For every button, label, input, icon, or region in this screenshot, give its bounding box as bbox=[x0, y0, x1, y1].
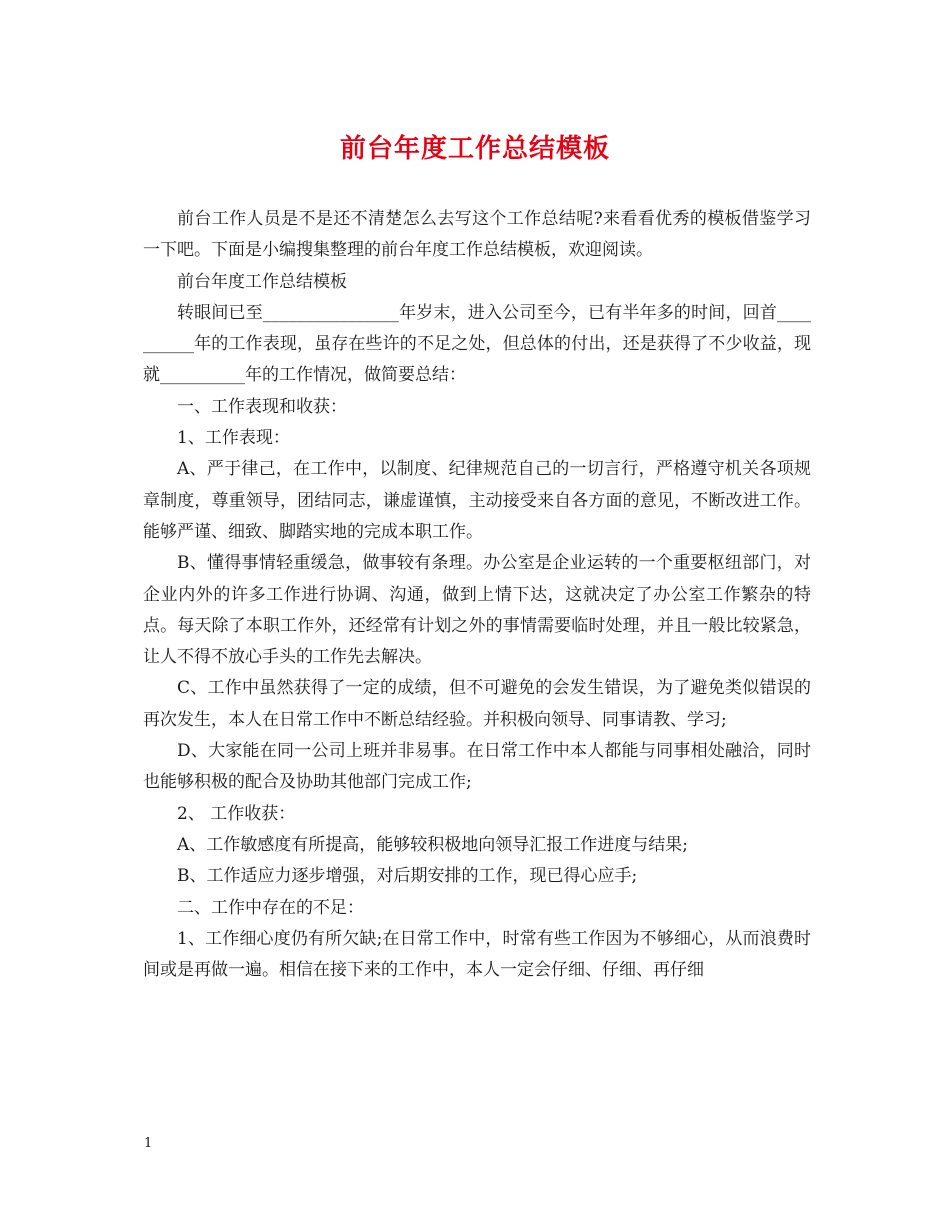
heading-subsection-1: 1、工作表现： bbox=[177, 428, 290, 449]
paragraph-point-c: C、工作中虽然获得了一定的成绩，但不可避免的会发生错误，为了避免类似错误的再次发生，本人在日常工作中不断总结经验。并积极向领导、同事请教、学习; bbox=[143, 678, 811, 730]
paragraph-point-a: A、严于律己，在工作中，以制度、纪律规范自己的一切言行，严格遵守机关各项规章制度，尊重领导，团结同志，谦虚谨慎，主动接受来自各方面的意见，不断改进工作。能够严谨、细致、脚踏实地的完成本职工作。 bbox=[143, 459, 811, 542]
document-title: 前台年度工作总结模板 bbox=[339, 134, 610, 164]
paragraph-gain-b: B、工作适应力逐步增强，对后期安排的工作，现已得心应手; bbox=[177, 866, 638, 887]
paragraph-point-d: D、大家能在同一公司上班并非易事。在日常工作中本人都能与同事相处融洽，同时也能够积极的配合及协助其他部门完成工作; bbox=[143, 741, 811, 793]
document-body bbox=[143, 204, 811, 986]
paragraph-point-b: B、懂得事情轻重缓急，做事较有条理。办公室是企业运转的一个重要枢纽部门，对企业内外的许多工作进行协调、沟通，做到上情下达，这就决定了办公室工作繁杂的特点。每天除了本职工作外，还经常有计划之外的事情需要临时处理，并且一般比较紧急，让人不得不放心手头的工作先去解决。 bbox=[143, 553, 811, 668]
heading-section-1: 一、工作表现和收获： bbox=[177, 396, 347, 417]
paragraph-intro: 前台工作人员是不是还不清楚怎么去写这个工作总结呢?来看看优秀的模板借鉴学习一下吧。下面是小编搜集整理的前台年度工作总结模板，欢迎阅读。 bbox=[143, 209, 811, 261]
paragraph-shortcoming-1: 1、工作细心度仍有所欠缺;在日常工作中，时常有些工作因为不够细心，从而浪费时间或是再做一遍。相信在接下来的工作中，本人一定会仔细、仔细、再仔细 bbox=[143, 928, 811, 981]
heading-subsection-2: 2、 工作收获： bbox=[177, 803, 296, 824]
paragraph-gain-a: A、工作敏感度有所提高，能够较积极地向领导汇报工作进度与结果; bbox=[177, 834, 689, 855]
page-number: 1 bbox=[144, 1136, 153, 1151]
paragraph-subtitle: 前台年度工作总结模板 bbox=[177, 271, 347, 292]
heading-section-2: 二、工作中存在的不足： bbox=[177, 897, 364, 918]
paragraph-opening: 转眼间已至________________年岁末，进入公司至今，已有半年多的时间，回首__________年的工作表现，虽存在些许的不足之处，但总体的付出，还是获得了不少收益，现就__________年的工作情况，做简要总结： bbox=[143, 302, 811, 386]
